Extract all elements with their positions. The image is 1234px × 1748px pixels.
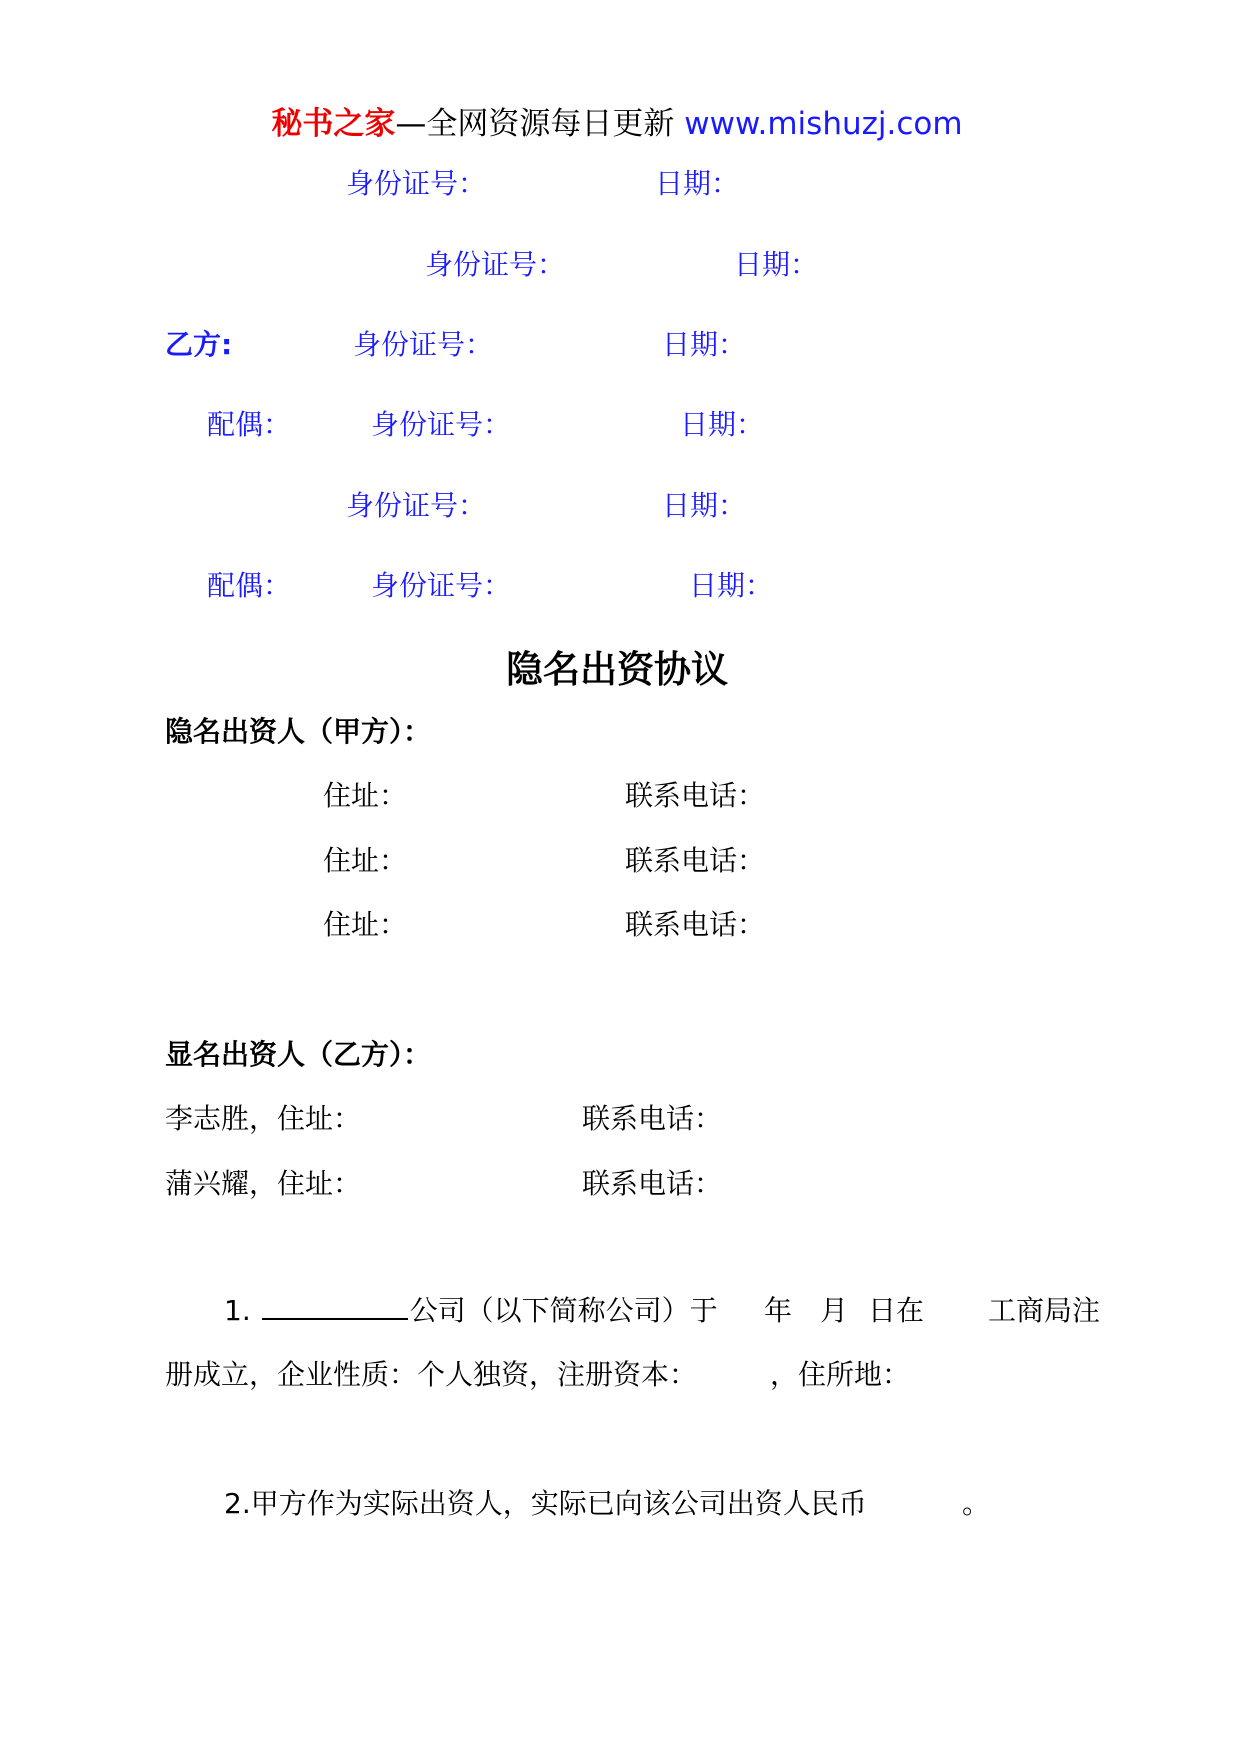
- phone-label: 联系电话：: [625, 779, 766, 812]
- party-b-label: 乙方:: [165, 328, 233, 361]
- date-label: 日期：: [734, 248, 819, 281]
- day-label: 日在: [868, 1294, 925, 1327]
- address-label: 住址：: [323, 779, 408, 812]
- clause-text: 公司（以下简称公司）于: [409, 1294, 718, 1327]
- date-label: 日期：: [655, 167, 740, 200]
- clause-number: 1.: [224, 1294, 251, 1327]
- id-label: 身份证号：: [425, 248, 566, 281]
- spouse-label: 配偶：: [207, 408, 292, 441]
- party-b-member-address: 李志胜，住址：: [165, 1102, 362, 1135]
- date-label: 日期：: [689, 569, 774, 602]
- phone-label: 联系电话：: [582, 1167, 723, 1200]
- clause-2: 2.甲方作为实际出资人，实际已向该公司出资人民币: [224, 1487, 867, 1520]
- address-label: 住址：: [323, 844, 408, 877]
- header-tagline: —全网资源每日更新: [395, 106, 675, 142]
- party-b-heading: 显名出资人（乙方）：: [165, 1038, 432, 1071]
- date-label: 日期：: [662, 489, 747, 522]
- year-label: 年: [764, 1294, 793, 1327]
- phone-label: 联系电话：: [625, 908, 766, 941]
- id-label: 身份证号：: [346, 167, 487, 200]
- date-label: 日期：: [662, 328, 747, 361]
- page-header: [0, 100, 1234, 148]
- id-label: 身份证号：: [371, 569, 512, 602]
- phone-label: 联系电话：: [582, 1102, 723, 1135]
- registration-text: 工商局注: [988, 1294, 1101, 1327]
- address-label: 住址：: [323, 908, 408, 941]
- spouse-label: 配偶：: [207, 569, 292, 602]
- clause-1-line-2: 册成立，企业性质：个人独资，注册资本：: [165, 1358, 698, 1391]
- address-text: ，住所地：: [770, 1358, 911, 1391]
- party-b-member-address: 蒲兴耀，住址：: [165, 1167, 362, 1200]
- id-label: 身份证号：: [353, 328, 494, 361]
- company-name-blank: [262, 1292, 408, 1320]
- date-label: 日期：: [680, 408, 765, 441]
- party-a-heading: 隐名出资人（甲方）：: [165, 715, 432, 748]
- month-label: 月: [820, 1294, 849, 1327]
- document-title: 隐名出资协议: [506, 648, 728, 691]
- id-label: 身份证号：: [346, 489, 487, 522]
- phone-label: 联系电话：: [625, 844, 766, 877]
- id-label: 身份证号：: [371, 408, 512, 441]
- clause-2-end: 。: [962, 1487, 991, 1520]
- clause-1-line-1: [224, 1291, 718, 1331]
- site-link[interactable]: www.mishuzj.com: [684, 106, 963, 142]
- brand-name: 秘书之家: [271, 106, 396, 142]
